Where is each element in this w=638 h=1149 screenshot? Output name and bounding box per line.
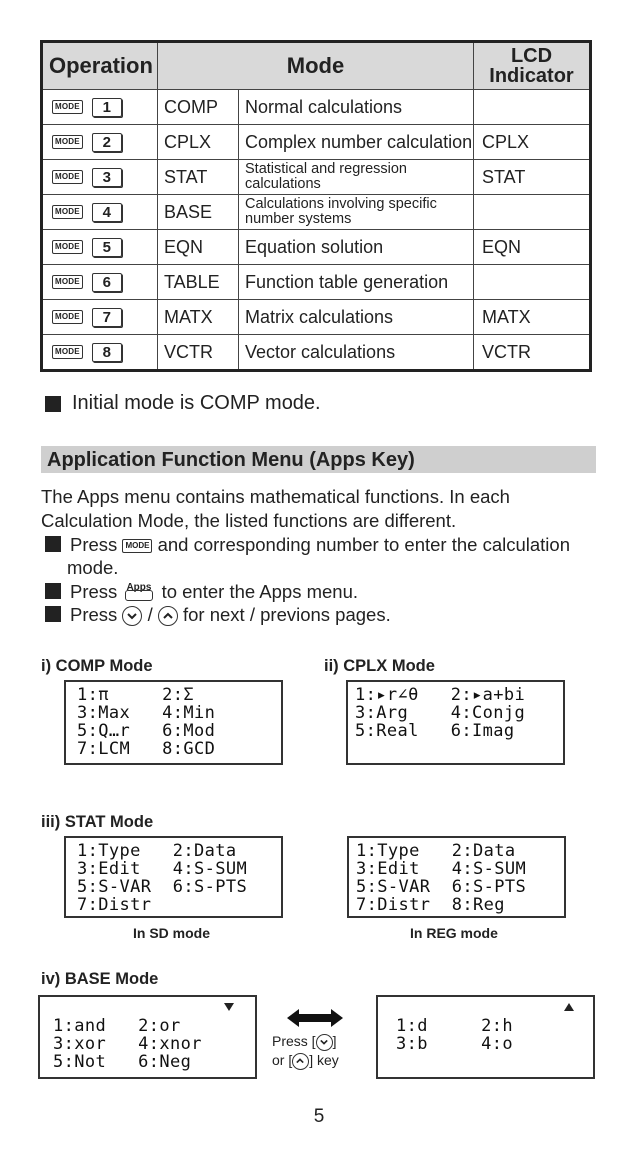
- number-key-icon: 1: [92, 98, 122, 117]
- mode-key-icon: MODE: [52, 240, 83, 254]
- description-cell: Equation solution: [239, 230, 474, 265]
- lcd-base-page1-screen: 1:and 2:or 3:xor 4:xnor 5:Not 6:Neg: [38, 995, 257, 1079]
- cplx-mode-heading: ii) CPLX Mode: [324, 657, 435, 675]
- mode-name-cell: COMP: [158, 90, 239, 125]
- mode-name-cell: BASE: [158, 195, 239, 230]
- table-row: [42, 300, 591, 335]
- description-cell: Matrix calculations: [239, 300, 474, 335]
- description-cell: Function table generation: [239, 265, 474, 300]
- chevron-down-circle-icon: [122, 606, 142, 626]
- operation-cell: [42, 230, 158, 265]
- number-key-icon: 2: [92, 133, 122, 152]
- description-cell: Vector calculations: [239, 335, 474, 371]
- comp-mode-heading: i) COMP Mode: [41, 657, 153, 675]
- mode-name-cell: MATX: [158, 300, 239, 335]
- table-row: [42, 125, 591, 160]
- lcd-indicator-cell: CPLX: [474, 125, 591, 160]
- mode-key-icon: MODE: [52, 170, 83, 184]
- page-down-indicator-icon: [224, 1003, 234, 1011]
- reg-mode-caption: In REG mode: [410, 925, 498, 941]
- lcd-indicator-cell: [474, 265, 591, 300]
- lcd-comp-screen: 1:π 2:Σ 3:Max 4:Min 5:Q…r 6:Mod 7:LCM 8:GCD: [64, 680, 283, 765]
- description-cell: Complex number calculation: [239, 125, 474, 160]
- lcd-stat-sd-screen: 1:Type 2:Data 3:Edit 4:S-SUM 5:S-VAR 6:S-PTS 7:Distr: [64, 836, 283, 918]
- table-row: [42, 335, 591, 371]
- double-arrow-icon: [287, 1009, 343, 1027]
- operation-cell: [42, 195, 158, 230]
- number-key-icon: 6: [92, 273, 122, 292]
- mode-key-icon: MODE: [52, 345, 83, 359]
- table-header-row: [42, 42, 591, 90]
- table-row: [42, 230, 591, 265]
- lcd-indicator-cell: [474, 195, 591, 230]
- mode-name-cell: TABLE: [158, 265, 239, 300]
- mode-name-cell: EQN: [158, 230, 239, 265]
- description-cell: Statistical and regression calculations: [239, 160, 474, 195]
- table-row: [42, 90, 591, 125]
- bullet-apps-key: Press Apps to enter the Apps menu.: [45, 580, 358, 604]
- mode-name-cell: CPLX: [158, 125, 239, 160]
- apps-key-icon: Apps: [125, 582, 153, 604]
- mode-name-cell: VCTR: [158, 335, 239, 371]
- number-key-icon: 5: [92, 238, 122, 257]
- chevron-up-circle-icon: [292, 1053, 309, 1070]
- intro-paragraph: The Apps menu contains mathematical functions. In each Calculation Mode, the listed functions are different.: [41, 486, 510, 531]
- mode-name-cell: STAT: [158, 160, 239, 195]
- operation-cell: [42, 265, 158, 300]
- sd-mode-caption: In SD mode: [133, 925, 211, 941]
- operation-cell: [42, 160, 158, 195]
- number-key-icon: 4: [92, 203, 122, 222]
- lcd-indicator-cell: MATX: [474, 300, 591, 335]
- bullet-mode-key-continued: mode.: [67, 557, 119, 578]
- chevron-up-circle-icon: [158, 606, 178, 626]
- operation-cell: [42, 300, 158, 335]
- mode-key-icon: MODE: [52, 100, 83, 114]
- table-row: [42, 195, 591, 230]
- chevron-down-circle-icon: [316, 1034, 333, 1051]
- mode-key-icon: MODE: [52, 275, 83, 289]
- description-cell: Normal calculations: [239, 90, 474, 125]
- lcd-indicator-cell: [474, 90, 591, 125]
- mode-key-icon: MODE: [52, 310, 83, 324]
- header-mode: Mode: [158, 42, 474, 90]
- mode-table: [40, 40, 592, 372]
- initial-mode-note: Initial mode is COMP mode.: [45, 392, 321, 415]
- lcd-stat-reg-screen: 1:Type 2:Data 3:Edit 4:S-SUM 5:S-VAR 6:S-PTS 7:Distr 8:Reg: [347, 836, 566, 918]
- bullet-square-icon: [45, 606, 61, 622]
- lcd-cplx-screen: 1:▸r∠θ 2:▸a+bi 3:Arg 4:Conjg 5:Real 6:Imag: [346, 680, 565, 765]
- bullet-square-icon: [45, 536, 61, 552]
- header-lcd-indicator: LCD Indicator: [474, 42, 591, 90]
- operation-cell: [42, 125, 158, 160]
- press-key-hint: Press [ ] or [ ] key: [272, 1033, 339, 1068]
- base-mode-heading: iv) BASE Mode: [41, 970, 159, 988]
- number-key-icon: 7: [92, 308, 122, 327]
- section-title: Application Function Menu (Apps Key): [47, 449, 415, 471]
- lcd-indicator-cell: EQN: [474, 230, 591, 265]
- bullet-square-icon: [45, 583, 61, 599]
- bullet-page-keys: Press / for next / previons pages.: [45, 603, 391, 627]
- page-number: 5: [313, 1106, 325, 1127]
- operation-cell: [42, 90, 158, 125]
- number-key-icon: 8: [92, 343, 122, 362]
- table-row: [42, 265, 591, 300]
- mode-key-icon: MODE: [52, 135, 83, 149]
- lcd-base-page2-screen: 1:d 2:h 3:b 4:o: [376, 995, 595, 1079]
- stat-mode-heading: iii) STAT Mode: [41, 813, 154, 831]
- description-cell: Calculations involving specific number systems: [239, 195, 474, 230]
- section-header: [41, 446, 596, 473]
- operation-cell: [42, 335, 158, 371]
- header-operation: Operation: [42, 42, 158, 90]
- mode-key-icon: MODE: [52, 205, 83, 219]
- bullet-square-icon: [45, 396, 61, 412]
- bullet-mode-key: Press MODE and corresponding number to enter the calculation: [45, 533, 570, 557]
- table-row: [42, 160, 591, 195]
- lcd-indicator-cell: STAT: [474, 160, 591, 195]
- lcd-indicator-cell: VCTR: [474, 335, 591, 371]
- number-key-icon: 3: [92, 168, 122, 187]
- page-up-indicator-icon: [564, 1003, 574, 1011]
- mode-key-icon: MODE: [122, 539, 152, 553]
